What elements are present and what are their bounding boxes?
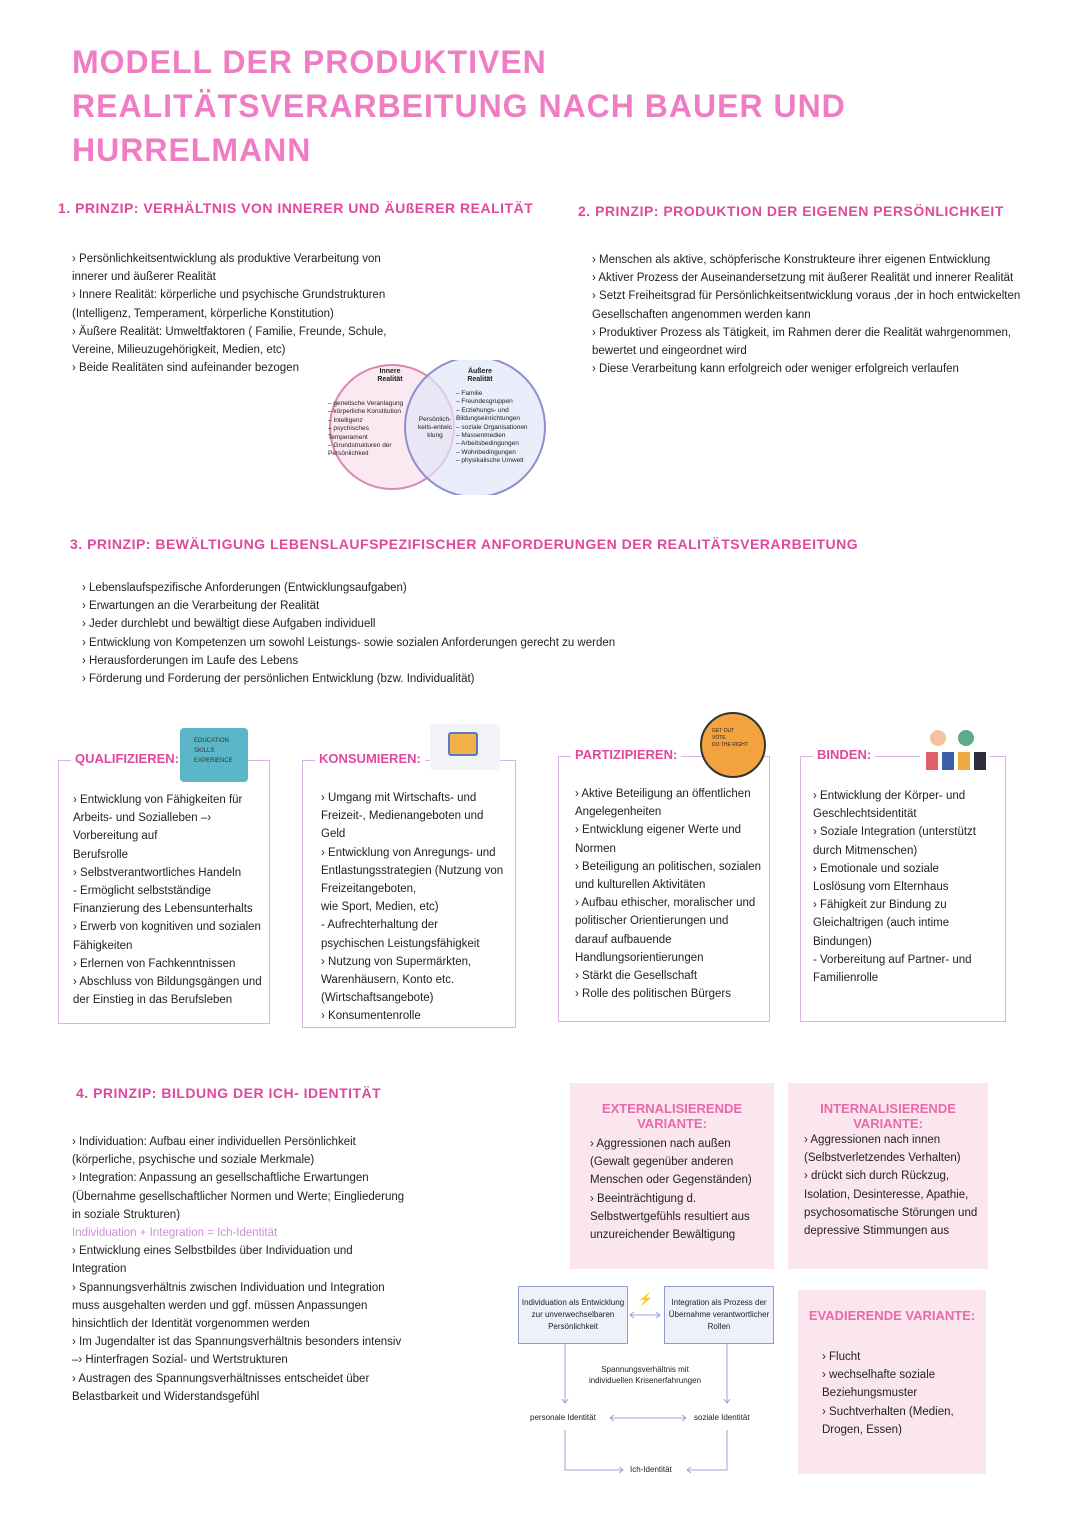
text-line: hinsichtlich der Identität vorgenommen werden bbox=[72, 1318, 310, 1331]
text-line: Temperament bbox=[328, 433, 368, 441]
venn-diagram bbox=[320, 360, 550, 495]
text-line: Selbstwertgefühls resultiert aus bbox=[590, 1210, 750, 1223]
text-line: › Lebenslaufspezifische Anforderungen (Entwicklungsaufgaben) bbox=[82, 582, 407, 594]
tension-label: Spannungsverhältnis mit individuellen Krisenerfahrungen bbox=[588, 1365, 702, 1385]
venn-inner-items bbox=[328, 400, 403, 459]
text-line: › Entwicklung von Kompetenzen um sowohl Leistungs- sowie sozialen Anforderungen gerecht zu werden bbox=[82, 636, 616, 649]
text-line: › Herausforderungen im Laufe des Lebens bbox=[82, 654, 299, 667]
text-line: › Aktive Beteiligung an öffentlichen bbox=[575, 788, 751, 800]
text-line: Integration bbox=[72, 1263, 127, 1276]
text-line: › Entwicklung eines Selbstbildes über Individuation und bbox=[72, 1245, 353, 1258]
text-line: (Wirtschaftsangebote) bbox=[321, 992, 434, 1005]
principle-2-text bbox=[592, 251, 1062, 378]
text-line: Handlungsorientierungen bbox=[575, 951, 704, 964]
text-line: Finanzierung des Lebensunterhalts bbox=[73, 903, 253, 916]
text-line: › Äußere Realität: Umweltfaktoren ( Familie, Freunde, Schule, bbox=[72, 325, 387, 338]
text-line: der Einstieg in das Berufsleben bbox=[73, 994, 233, 1007]
text-line: › Individuation: Aufbau einer individuellen Persönlichkeit bbox=[72, 1136, 356, 1148]
text-line: (Übernahme gesellschaftlicher Normen und Werte; Eingliederung bbox=[72, 1190, 405, 1203]
text-line: darauf aufbauende bbox=[575, 933, 672, 946]
text-line: › Aggressionen nach innen bbox=[804, 1134, 941, 1146]
text-line: Familienrolle bbox=[813, 972, 879, 985]
text-line: › Konsumentenrolle bbox=[321, 1010, 421, 1023]
text-line: EXPERIENCE bbox=[194, 758, 233, 764]
variant-heading: INTERNALISIERENDE VARIANTE: bbox=[820, 1101, 956, 1131]
card-konsumieren bbox=[302, 751, 516, 1028]
text-line: › Diese Verarbeitung kann erfolgreich oder weniger erfolgreich verlaufen bbox=[592, 363, 959, 376]
principle-2-heading: 2. PRINZIP: PRODUKTION DER EIGENEN PERSÖNLICHKEIT bbox=[578, 203, 1004, 219]
variant-internalisierend bbox=[788, 1083, 988, 1269]
text-line: › Förderung und Forderung der persönlichen Entwicklung (bzw. Individualität) bbox=[82, 673, 475, 686]
principle-4-text-2 bbox=[72, 1242, 404, 1406]
text-line: psychischen Leistungsfähigkeit bbox=[321, 937, 480, 950]
text-line: unzureichender Bewältigung bbox=[590, 1229, 736, 1242]
text-line: Freizeit-, Medienangeboten und bbox=[321, 810, 484, 823]
text-line: – Arbeitsbedingungen bbox=[456, 440, 519, 448]
text-line: › Innere Realität: körperliche und psychische Grundstrukturen bbox=[72, 289, 386, 302]
card-label: KONSUMIEREN: bbox=[315, 751, 425, 766]
identity-formula: Individuation + Integration = Ich-Identität bbox=[72, 1227, 278, 1240]
text-line: Vereine, Milieuzugehörigkeit, Medien, etc) bbox=[72, 344, 286, 357]
text-line: (Intelligenz, Temperament, körperliche Konstitution) bbox=[72, 307, 334, 320]
venn-center: Persönlich-keits-entwicklung bbox=[418, 416, 452, 439]
text-line: Bildungseinrichtungen bbox=[456, 415, 520, 423]
text-line: (körperliche, psychische und soziale Merkmale) bbox=[72, 1154, 315, 1167]
text-line: Angelegenheiten bbox=[575, 806, 662, 819]
text-line: Isolation, Desinteresse, Apathie, bbox=[804, 1188, 969, 1201]
text-line: Drogen, Essen) bbox=[822, 1423, 902, 1436]
text-line: › drückt sich durch Rückzug, bbox=[804, 1170, 950, 1183]
text-line: Geld bbox=[321, 828, 346, 841]
card-text bbox=[321, 789, 503, 1026]
text-line: › Aufbau ethischer, moralischer und bbox=[575, 897, 756, 910]
text-line: Loslösung vom Elternhaus bbox=[813, 881, 949, 894]
text-line: – soziale Organisationen bbox=[456, 423, 528, 431]
text-line: innerer und äußerer Realität bbox=[72, 271, 216, 284]
text-line: Persönlichkeit bbox=[328, 450, 369, 458]
text-line: › Im Jugendalter ist das Spannungsverhältnis besonders intensiv bbox=[72, 1336, 402, 1349]
text-line: – psychisches bbox=[328, 425, 369, 433]
text-line: – physikalische Umwelt bbox=[456, 457, 524, 465]
text-line: › Flucht bbox=[822, 1351, 861, 1363]
text-line: GET OUT bbox=[712, 728, 735, 734]
text-line: › Beeinträchtigung d. bbox=[590, 1192, 697, 1205]
text-line: › Aggressionen nach außen bbox=[590, 1138, 731, 1150]
text-line: wie Sport, Medien, etc) bbox=[321, 901, 439, 914]
principle-4-heading: 4. PRINZIP: BILDUNG DER ICH- IDENTITÄT bbox=[76, 1085, 382, 1101]
text-line: › Austragen des Spannungsverhältnisses entscheidet über bbox=[72, 1372, 370, 1385]
text-line: › Setzt Freiheitsgrad für Persönlichkeitsentwicklung voraus ,der in hoch entwickelten bbox=[592, 290, 1021, 303]
text-line: – Familie bbox=[456, 390, 483, 397]
text-line: › Aktiver Prozess der Auseinandersetzung mit äußerer Realität und innerer Realität bbox=[592, 272, 1014, 285]
text-line: - Aufrechterhaltung der bbox=[321, 919, 438, 932]
text-line: in soziale Strukturen) bbox=[72, 1208, 181, 1221]
page-title: MODELL DER PRODUKTIVEN REALITÄTSVERARBEITUNG NACH BAUER UND HURRELMANN bbox=[72, 44, 846, 168]
principle-3-heading: 3. PRINZIP: BEWÄLTIGUNG LEBENSLAUFSPEZIFISCHER ANFORDERUNGEN DER REALITÄTSVERARBEITUNG bbox=[70, 536, 859, 552]
tension-icon: ⚡ bbox=[638, 1292, 653, 1306]
text-line: › Spannungsverhältnis zwischen Individuation und Integration bbox=[72, 1281, 385, 1294]
individuation-box: Individuation als Entwicklung zur unverwechselbaren Persönlichkeit bbox=[518, 1286, 628, 1344]
text-line: Gleichaltrigen (auch intime bbox=[813, 917, 950, 930]
cart-icon bbox=[448, 732, 478, 756]
text-line: › Persönlichkeitsentwicklung als produktive Verarbeitung von bbox=[72, 253, 381, 265]
text-line: – genetische Veranlagung bbox=[328, 400, 404, 407]
text-line: Gesellschaften angenommen werden kann bbox=[592, 308, 811, 321]
ich-identity: Ich-Identität bbox=[630, 1465, 672, 1474]
text-line: psychosomatische Störungen und bbox=[804, 1206, 978, 1219]
text-line: › Erwartungen an die Verarbeitung der Realität bbox=[82, 600, 320, 613]
variant-text bbox=[822, 1348, 954, 1439]
card-text bbox=[73, 791, 262, 1009]
text-line: Berufsrolle bbox=[73, 848, 128, 861]
text-line: › Erlernen von Fachkenntnissen bbox=[73, 957, 236, 970]
participation-image-labels bbox=[712, 728, 748, 749]
text-line: Geschlechtsidentität bbox=[813, 808, 917, 821]
text-line: › Selbstverantwortliches Handeln bbox=[73, 866, 242, 879]
principle-1-text bbox=[72, 250, 386, 377]
people-icon bbox=[920, 724, 990, 772]
social-identity: soziale Identität bbox=[694, 1413, 750, 1422]
text-line: – Massenmedien bbox=[456, 432, 506, 440]
text-line: › Soziale Integration (unterstützt bbox=[813, 826, 976, 839]
text-line: muss ausgehalten werden und ggf. müssen Anpassungen bbox=[72, 1299, 368, 1312]
variant-text bbox=[804, 1131, 977, 1240]
text-line: – Grundstrukturen der bbox=[328, 442, 392, 450]
text-line: › Produktiver Prozess als Tätigkeit, im Rahmen derer die Realität wahrgenommen, bbox=[592, 326, 1012, 339]
text-line: - Vorbereitung auf Partner- und bbox=[813, 953, 972, 966]
text-line: VOTE bbox=[712, 735, 726, 741]
card-label: QUALIFIZIEREN: bbox=[71, 751, 183, 766]
text-line: › Erwerb von kognitiven und sozialen bbox=[73, 921, 261, 934]
text-line: › Beteiligung an politischen, sozialen bbox=[575, 860, 762, 873]
card-binden bbox=[800, 747, 1006, 1022]
text-line: – Intelligenz bbox=[328, 416, 363, 424]
principle-4-body bbox=[72, 1133, 404, 1406]
card-label: PARTIZIPIEREN: bbox=[571, 747, 681, 762]
text-line: › Entwicklung eigener Werte und bbox=[575, 824, 741, 837]
text-line: Freizeitangeboten, bbox=[321, 883, 417, 896]
text-line: bewertet und eingeordnet wird bbox=[592, 345, 747, 358]
variant-evadierend bbox=[798, 1290, 986, 1474]
text-line: Menschen oder Gegenständen) bbox=[590, 1174, 752, 1187]
text-line: Entlastungsstrategien (Nutzung von bbox=[321, 864, 504, 877]
text-line: Beziehungsmuster bbox=[822, 1387, 918, 1400]
card-text bbox=[575, 785, 761, 1003]
text-line: › Jeder durchlebt und bewältigt diese Aufgaben individuell bbox=[82, 618, 376, 631]
identity-diagram bbox=[510, 1280, 780, 1480]
venn-inner-title: Innere Realität bbox=[377, 368, 403, 383]
card-partizipieren bbox=[558, 747, 770, 1022]
text-line: - Ermöglicht selbstständige bbox=[73, 885, 212, 898]
participation-image bbox=[700, 712, 766, 778]
text-line: › Entwicklung der Körper- und bbox=[813, 790, 966, 802]
text-line: Arbeits- und Sozialleben –› bbox=[73, 812, 212, 825]
text-line: › Entwicklung von Fähigkeiten für bbox=[73, 794, 243, 806]
text-line: Fähigkeiten bbox=[73, 939, 133, 952]
education-image bbox=[180, 728, 248, 782]
text-line: politischer Orientierungen und bbox=[575, 915, 729, 928]
integration-box: Integration als Prozess der Übernahme verantwortlicher Rollen bbox=[664, 1286, 774, 1344]
text-line: › Nutzung von Supermärkten, bbox=[321, 955, 472, 968]
shopping-cart-image bbox=[430, 724, 500, 770]
principle-3-text bbox=[82, 579, 615, 688]
text-line: Normen bbox=[575, 842, 616, 855]
card-text bbox=[813, 787, 976, 987]
text-line: und kulturellen Aktivitäten bbox=[575, 879, 706, 892]
text-line: › Abschluss von Bildungsgängen und bbox=[73, 976, 262, 989]
text-line: Bindungen) bbox=[813, 935, 872, 948]
variant-text bbox=[590, 1135, 752, 1244]
text-line: › Umgang mit Wirtschafts- und bbox=[321, 792, 477, 804]
text-line: › Emotionale und soziale bbox=[813, 862, 939, 875]
card-label: BINDEN: bbox=[813, 747, 875, 762]
text-line: durch Mitmenschen) bbox=[813, 844, 918, 857]
text-line: – körperliche Konstitution bbox=[328, 408, 401, 416]
venn-outer-title: Äußere Realität bbox=[467, 368, 493, 383]
text-line: › Menschen als aktive, schöpferische Konstrukteure ihrer eigenen Entwicklung bbox=[592, 254, 991, 266]
text-line: › Fähigkeit zur Bindung zu bbox=[813, 899, 947, 912]
text-line: › Rolle des politischen Bürgers bbox=[575, 988, 731, 1001]
variant-heading: EXTERNALISIERENDE VARIANTE: bbox=[601, 1101, 743, 1131]
variant-externalisierend bbox=[570, 1083, 774, 1269]
text-line: › Beide Realitäten sind aufeinander bezogen bbox=[72, 362, 299, 375]
text-line: › Integration: Anpassung an gesellschaftliche Erwartungen bbox=[72, 1172, 369, 1185]
text-line: depressive Stimmungen aus bbox=[804, 1225, 950, 1238]
text-line: (Gewalt gegenüber anderen bbox=[590, 1156, 734, 1169]
text-line: SKILLS bbox=[194, 748, 215, 754]
principle-1-heading: 1. PRINZIP: VERHÄLTNIS VON INNERER UND ÄUßERER REALITÄT bbox=[58, 200, 534, 216]
text-line: EDUCATION bbox=[194, 738, 229, 744]
education-image-labels bbox=[194, 736, 233, 766]
principle-4-text bbox=[72, 1133, 404, 1224]
text-line: Vorbereitung auf bbox=[73, 830, 158, 843]
venn-outer-items bbox=[456, 390, 528, 466]
text-line: –› Hinterfragen Sozial- und Wertstrukturen bbox=[72, 1354, 288, 1367]
text-line: › Suchtverhalten (Medien, bbox=[822, 1405, 954, 1418]
text-line: Warenhäusern, Konto etc. bbox=[321, 974, 455, 987]
text-line: – Erziehungs- und bbox=[456, 406, 509, 414]
text-line: Belastbarkeit und Widerstandsgefühl bbox=[72, 1390, 260, 1403]
text-line: › Entwicklung von Anregungs- und bbox=[321, 846, 496, 859]
text-line: › wechselhafte soziale bbox=[822, 1369, 936, 1382]
text-line: › Stärkt die Gesellschaft bbox=[575, 970, 698, 983]
personal-identity: personale Identität bbox=[530, 1413, 596, 1422]
text-line: (Selbstverletzendes Verhalten) bbox=[804, 1152, 961, 1165]
variant-heading: EVADIERENDE VARIANTE: bbox=[808, 1308, 976, 1323]
text-line: – Wohnbedingungen bbox=[456, 448, 516, 456]
text-line: – Freundesgruppen bbox=[456, 398, 513, 406]
text-line: DO THE RIGHT bbox=[712, 742, 748, 748]
people-image bbox=[920, 724, 990, 772]
